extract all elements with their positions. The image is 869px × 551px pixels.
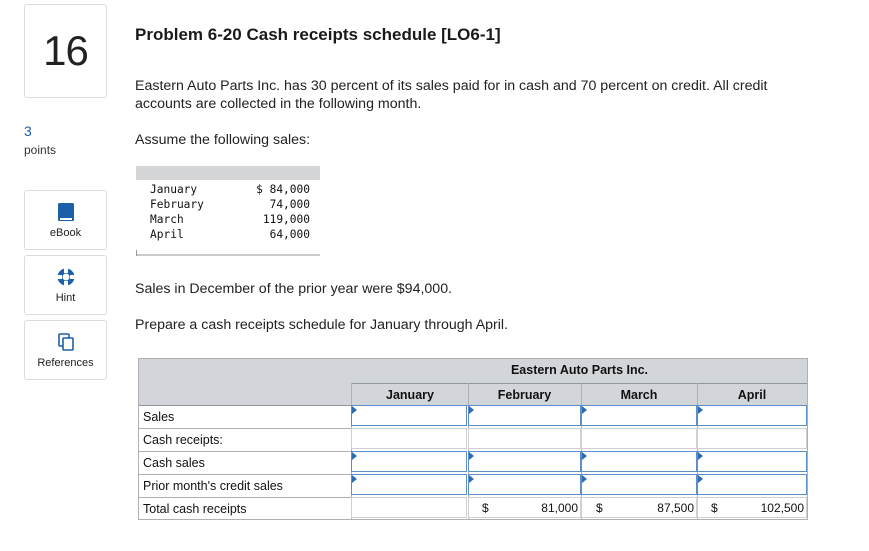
input-marker	[352, 475, 357, 483]
cash-sales-march-input[interactable]	[581, 451, 697, 472]
credit-sales-march-input[interactable]	[581, 474, 697, 495]
question-number: 16	[43, 27, 88, 74]
input-marker	[582, 452, 587, 460]
hint-label: Hint	[55, 291, 76, 304]
sales-april-input[interactable]	[697, 405, 807, 426]
ebook-button[interactable]	[24, 190, 107, 250]
points-label: points	[24, 143, 57, 157]
row-label-sales: Sales	[143, 410, 175, 424]
col-header-april: April	[737, 388, 767, 402]
col-header-february: February	[497, 388, 552, 402]
intro-line-2: accounts are collected in the following month.	[135, 96, 422, 112]
sales-row: April 64,000	[150, 228, 310, 241]
points-value: 3	[24, 123, 32, 139]
cash-sales-april-input[interactable]	[697, 451, 807, 472]
assume-text: Assume the following sales:	[135, 132, 311, 148]
row-label-prior-credit-sales: Prior month's credit sales	[143, 479, 283, 493]
problem-title: Problem 6-20 Cash receipts schedule [LO6-1]	[135, 25, 501, 44]
book-icon	[57, 202, 75, 222]
sales-february-input[interactable]	[468, 405, 581, 426]
credit-sales-january-input[interactable]	[351, 474, 467, 495]
december-sales-text: Sales in December of the prior year were $94,000.	[135, 281, 453, 297]
input-marker	[582, 475, 587, 483]
total-march-dollar: $	[596, 501, 603, 515]
references-button[interactable]	[24, 320, 107, 380]
input-marker	[698, 452, 703, 460]
input-marker	[469, 475, 474, 483]
intro-line-1: Eastern Auto Parts Inc. has 30 percent of its sales paid for in cash and 70 percent on credit. All credit	[135, 78, 768, 94]
question-number-box	[24, 4, 107, 98]
blank-cell	[468, 428, 581, 449]
credit-sales-april-input[interactable]	[697, 474, 807, 495]
prepare-text: Prepare a cash receipts schedule for January through April.	[135, 317, 509, 333]
input-marker	[698, 475, 703, 483]
credit-sales-february-input[interactable]	[468, 474, 581, 495]
total-february-value: 81,000	[541, 501, 578, 515]
references-label: References	[37, 356, 94, 369]
input-marker	[469, 452, 474, 460]
schedule-title: Eastern Auto Parts Inc.	[510, 363, 649, 377]
col-header-march: March	[620, 388, 658, 402]
input-marker	[469, 406, 474, 414]
total-april-value: 102,500	[760, 501, 804, 515]
input-marker	[352, 406, 357, 414]
sales-row: February 74,000	[150, 198, 310, 211]
documents-icon	[56, 332, 76, 352]
blank-cell	[351, 428, 467, 449]
row-label-cash-sales: Cash sales	[143, 456, 205, 470]
total-february-dollar: $	[482, 501, 489, 515]
col-header-january: January	[386, 388, 434, 402]
sales-january-input[interactable]	[351, 405, 467, 426]
row-label-cash-receipts: Cash receipts:	[143, 433, 223, 447]
blank-cell	[697, 428, 807, 449]
lifebuoy-icon	[56, 267, 76, 287]
total-january-cell	[351, 497, 467, 518]
input-marker	[698, 406, 703, 414]
sales-row: March 119,000	[150, 213, 310, 226]
row-label-total-cash-receipts: Total cash receipts	[143, 502, 247, 516]
total-march-value: 87,500	[657, 501, 694, 515]
sales-row: January $ 84,000	[150, 183, 310, 196]
cash-sales-january-input[interactable]	[351, 451, 467, 472]
sales-march-input[interactable]	[581, 405, 697, 426]
cash-sales-february-input[interactable]	[468, 451, 581, 472]
hint-button[interactable]	[24, 255, 107, 315]
input-marker	[352, 452, 357, 460]
input-marker	[582, 406, 587, 414]
ebook-label: eBook	[49, 226, 82, 239]
sales-table	[136, 166, 320, 256]
total-april-dollar: $	[711, 501, 718, 515]
blank-cell	[581, 428, 697, 449]
